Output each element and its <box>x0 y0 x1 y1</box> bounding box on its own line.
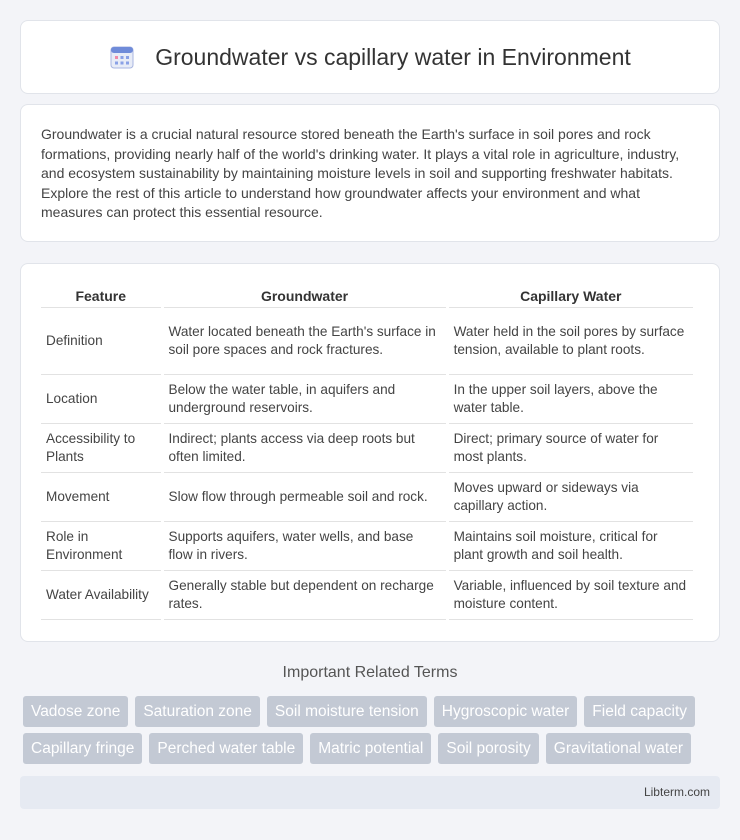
capillary-cell: Maintains soil moisture, critical for plant growth and soil health. <box>449 522 693 571</box>
tag-matric-potential[interactable]: Matric potential <box>310 733 431 764</box>
groundwater-cell: Supports aquifers, water wells, and base flow in rivers. <box>164 522 446 571</box>
capillary-cell: Water held in the soil pores by surface tension, available to plant roots. <box>449 308 693 375</box>
table-row <box>41 308 693 375</box>
header-card <box>20 20 720 94</box>
feature-cell: Accessibility to Plants <box>41 424 161 473</box>
capillary-cell: In the upper soil layers, above the water table. <box>449 375 693 424</box>
tag-saturation-zone[interactable]: Saturation zone <box>135 696 260 727</box>
comparison-card <box>20 263 720 642</box>
table-row <box>41 375 693 424</box>
groundwater-cell: Below the water table, in aquifers and underground reservoirs. <box>164 375 446 424</box>
tag-vadose-zone[interactable]: Vadose zone <box>23 696 128 727</box>
tag-capillary-fringe[interactable]: Capillary fringe <box>23 733 142 764</box>
intro-paragraph: Groundwater is a crucial natural resource stored beneath the Earth's surface in soil pores and rock formations, providing nearly half of the world's drinking water. It plays a vital role in agriculture, industry, and ecosystem sustainability by maintaining moisture levels in soil and supporting freshwater habitats. Explore the rest of this article to understand how groundwater affects your environment and what measures can protect this essential resource. <box>41 126 680 220</box>
groundwater-cell: Water located beneath the Earth's surface in soil pore spaces and rock fractures. <box>164 308 446 375</box>
table-header-row <box>41 284 693 308</box>
table-row <box>41 522 693 571</box>
tag-field-capacity[interactable]: Field capacity <box>584 696 695 727</box>
groundwater-cell: Indirect; plants access via deep roots but often limited. <box>164 424 446 473</box>
related-terms-tags <box>23 696 723 770</box>
intro-card <box>20 104 720 242</box>
calendar-grid-icon <box>109 44 135 70</box>
feature-cell: Movement <box>41 473 161 522</box>
feature-cell: Water Availability <box>41 571 161 620</box>
tag-hygroscopic-water[interactable]: Hygroscopic water <box>434 696 578 727</box>
capillary-cell: Variable, influenced by soil texture and moisture content. <box>449 571 693 620</box>
footer <box>20 776 720 809</box>
page-title: Groundwater vs capillary water in Environment <box>155 43 631 70</box>
tag-perched-water-table[interactable]: Perched water table <box>149 733 303 764</box>
feature-cell: Role in Environment <box>41 522 161 571</box>
header-feature: Feature <box>41 284 161 308</box>
capillary-cell: Direct; primary source of water for most plants. <box>449 424 693 473</box>
table-row <box>41 571 693 620</box>
tag-gravitational-water[interactable]: Gravitational water <box>546 733 691 764</box>
capillary-cell: Moves upward or sideways via capillary action. <box>449 473 693 522</box>
related-terms-title: Important Related Terms <box>282 664 458 681</box>
tag-soil-porosity[interactable]: Soil porosity <box>438 733 538 764</box>
feature-cell: Location <box>41 375 161 424</box>
footer-link[interactable]: Libterm.com <box>643 785 710 799</box>
groundwater-cell: Generally stable but dependent on recharge rates. <box>164 571 446 620</box>
tag-row <box>23 733 723 764</box>
header-groundwater: Groundwater <box>164 284 446 308</box>
table-row <box>41 473 693 522</box>
table-row <box>41 424 693 473</box>
tag-soil-moisture-tension[interactable]: Soil moisture tension <box>267 696 427 727</box>
groundwater-cell: Slow flow through permeable soil and rock. <box>164 473 446 522</box>
tag-row <box>23 696 723 727</box>
header-capillary-water: Capillary Water <box>449 284 693 308</box>
comparison-table <box>38 284 696 620</box>
feature-cell: Definition <box>41 308 161 375</box>
